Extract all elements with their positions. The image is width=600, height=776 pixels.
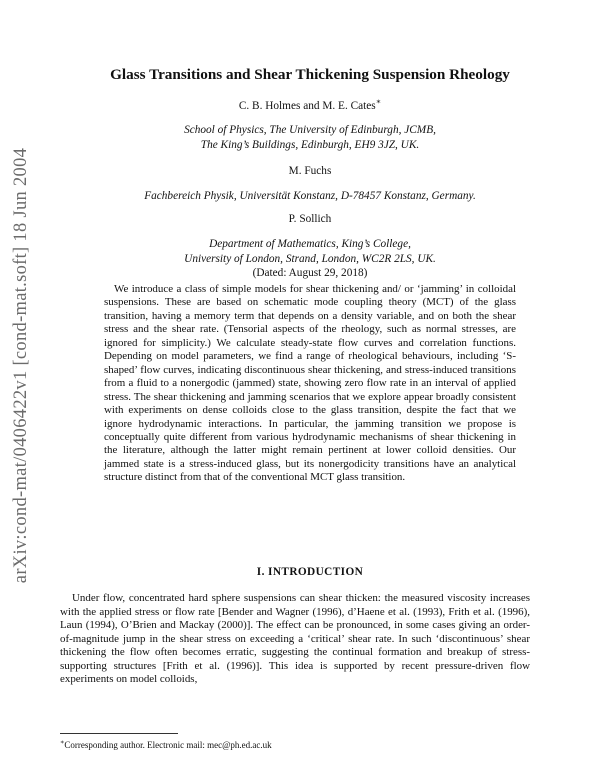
affiliation-3-line-1: Department of Mathematics, King’s College, [209,238,411,250]
footnote-text: Corresponding author. Electronic mail: mec@ph.ed.ac.uk [64,740,272,750]
arxiv-identifier: arXiv:cond-mat/0406422v1 [cond-mat.soft] 18 Jun 2004 [11,147,32,583]
author-names: C. B. Holmes and M. E. Cates [238,99,376,112]
author-footnote-mark: ∗ [375,97,382,106]
abstract-text: We introduce a class of simple models for shear thickening and/ or ‘jamming’ in colloidal suspensions. These are based on schematic mode coupling theory (MCT) of the glass transition, having a memory term that depends on a density variable, and on both the shear stress and the shear rate. (Tensorial aspects of the rheology, such as normal stresses, are ignored for simplicity.) We calculate steady-state flow curves and correlation functions. Depending on model parameters, we find a range of rheological behaviours, including ‘S-shaped’ flow curves, indicating discontinuous shear thickening, and stress-induced transitions from a fluid to a nonergodic (jammed) state, showing zero flow rate in an interval of applied stress. The shear thickening and jamming scenarios that we explore appear broadly consistent with experiments on dense colloids close to the glass transition, despite the fact that we ignore hydrodynamic interactions. In particular, the jamming transition we propose is conceptually quite different from various hydrodynamic mechanisms of shear thickening in the literature, although the latter might remain pertinent at lower colloid densities. Our jammed state is a stress-induced glass, but its nonergodicity transitions have an analytical structure distinct from that of the conventional MCT glass transition. [104,283,516,484]
affiliation-1-line-1: School of Physics, The University of Edinburgh, JCMB, [184,124,436,136]
arxiv-sidebar-stamp [6,140,38,590]
dated-line: (Dated: August 29, 2018) [252,267,368,279]
footnote [60,738,530,750]
introduction-paragraph: Under flow, concentrated hard sphere suspensions can shear thicken: the measured viscosity increases with the applied stress or flow rate [Bender and Wagner (1996), d’Haene et al. (1993), Frith et al. (1996), Laun (1994), O’Brien and Mackay (2000)]. The effect can be pronounced, in some cases giving an order-of-magnitude jump in the shear stress on exceeding a ‘critical’ shear rate. In such ‘discontinuous’ shear thickening the flow often becomes erratic, suggesting the continual formation and breakup of stress-supporting structures [Frith et al. (1996)]. This idea is supported by recent pressure-driven flow experiments on model colloids, [60,592,530,685]
author-sollich: P. Sollich [288,213,332,225]
affiliation-1-line-2: The King’s Buildings, Edinburgh, EH9 3JZ, UK. [200,139,420,151]
author-fuchs: M. Fuchs [288,165,332,177]
footnote-mark: ∗ [60,739,65,746]
authors-line [60,97,560,112]
introduction-body [60,592,530,687]
paper-title: Glass Transitions and Shear Thickening Suspension Rheology [110,66,510,83]
section-heading-introduction: I. INTRODUCTION [256,566,364,578]
footnote-rule [60,733,178,734]
affiliation-2: Fachbereich Physik, Universität Konstanz, D-78457 Konstanz, Germany. [144,190,476,202]
affiliation-3-line-2: University of London, Strand, London, WC2R 2LS, UK. [184,253,436,265]
abstract [104,283,516,485]
